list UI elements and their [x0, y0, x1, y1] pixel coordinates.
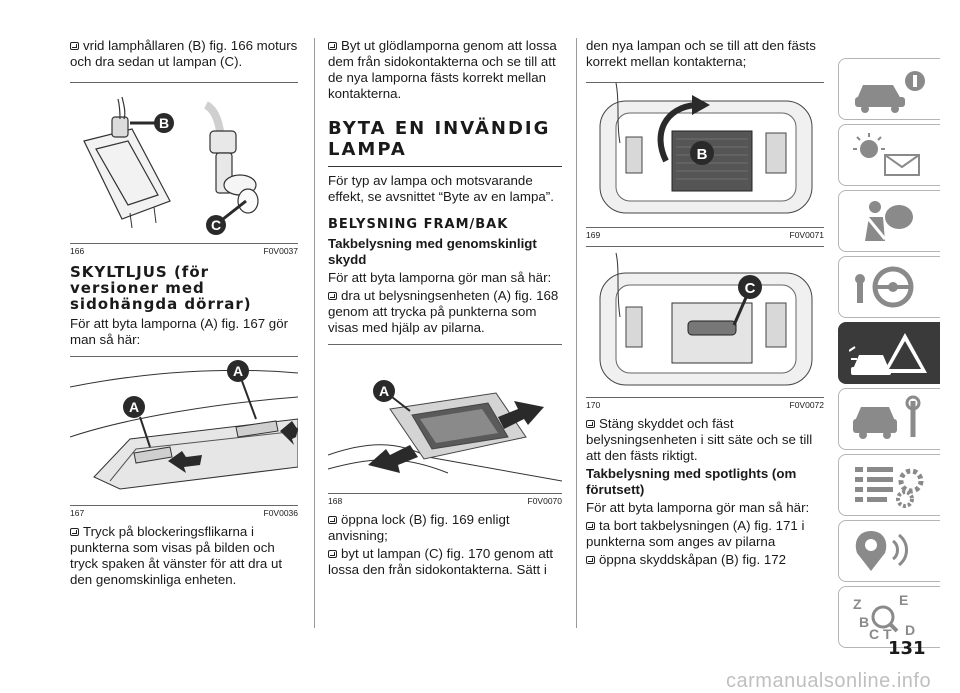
callout-c: C	[744, 280, 756, 297]
callout-b: B	[696, 146, 708, 163]
license-plate-lights-illustration	[70, 357, 298, 505]
figure-caption: 170 F0V0072	[586, 397, 824, 410]
emergency-icon	[849, 329, 929, 377]
checkbox-bullet-icon	[586, 420, 595, 428]
checkbox-bullet-icon	[328, 292, 337, 300]
svg-text:B: B	[859, 614, 870, 630]
paragraph: Tryck på blockeringsflikarna i punkterna som visas på bilden och tryck spaken åt vänster för att dra ut den genomskinliga enheten.	[70, 524, 283, 587]
figure-caption: 169 F0V0071	[586, 227, 824, 240]
tab-technical-data[interactable]	[838, 454, 940, 516]
replace-bulb-illustration	[586, 247, 824, 397]
column-divider	[314, 38, 315, 628]
lights-messages-icon	[849, 131, 929, 179]
car-info-icon	[849, 65, 929, 113]
checkbox-bullet-icon	[328, 516, 337, 524]
paragraph: För att byta lamporna (A) fig. 167 gör man så här:	[70, 316, 289, 347]
ceiling-light-illustration	[328, 345, 562, 493]
section-heading: BYTA EN INVÄNDIG LAMPA	[328, 118, 562, 167]
paragraph: För att byta lamporna gör man så här:	[328, 270, 552, 285]
svg-text:D: D	[905, 622, 916, 638]
driving-wheel-icon	[849, 263, 929, 311]
svg-text:T: T	[883, 626, 892, 641]
safety-airbag-icon	[849, 197, 929, 245]
multimedia-icon	[849, 527, 929, 575]
figure-167	[70, 356, 298, 505]
tab-driving[interactable]	[838, 256, 940, 318]
checkbox-bullet-icon	[586, 556, 595, 564]
column-3	[586, 38, 824, 570]
figure-caption: 166 F0V0037	[70, 243, 298, 256]
section-heading: SKYLTLJUS (för versioner med sidohängda dörrar)	[70, 263, 252, 313]
figure-170	[586, 246, 824, 397]
svg-text:C: C	[869, 626, 880, 641]
lamp-holder-illustration	[70, 83, 298, 243]
tab-safety[interactable]	[838, 190, 940, 252]
open-cover-illustration	[586, 83, 824, 227]
figure-caption: 168 F0V0070	[328, 493, 562, 506]
checkbox-bullet-icon	[70, 528, 79, 536]
paragraph: Byt ut glödlamporna genom att lossa dem från sidokontakterna och se till att de nya lamporna fästs korrekt mellan kontakterna.	[328, 38, 557, 101]
maintenance-icon	[849, 395, 929, 443]
column-2	[328, 38, 562, 580]
page-number: 131	[888, 638, 926, 659]
category-heading: BELYSNING FRAM/BAK	[328, 217, 509, 232]
figure-168	[328, 344, 562, 493]
tab-lights-messages[interactable]	[838, 124, 940, 186]
tab-maintenance[interactable]	[838, 388, 940, 450]
tab-emergency[interactable]	[838, 322, 940, 384]
technical-data-icon	[849, 461, 929, 509]
column-1	[70, 38, 298, 590]
paragraph: den nya lampan och se till att den fästs korrekt mellan kontakterna;	[586, 38, 816, 69]
column-divider	[576, 38, 577, 628]
subheading: Takbelysning med genomskinligt skydd	[328, 236, 537, 267]
paragraph: ta bort takbelysningen (A) fig. 171 i punkterna som anges av pilarna	[586, 518, 805, 549]
tab-multimedia[interactable]	[838, 520, 940, 582]
paragraph: För typ av lampa och motsvarande effekt, se avsnittet “Byte av en lampa”.	[328, 173, 554, 204]
paragraph: öppna skyddskåpan (B) fig. 172	[586, 552, 824, 568]
paragraph: byt ut lampan (C) fig. 170 genom att lossa den från sidokontakterna. Sätt i	[328, 546, 554, 577]
callout-a: A	[232, 363, 244, 379]
callout-c: C	[210, 217, 222, 233]
chapter-sidebar	[838, 58, 940, 652]
figure-169	[586, 82, 824, 227]
subheading: Takbelysning med spotlights (om förutsett)	[586, 466, 797, 497]
paragraph: För att byta lamporna gör man så här:	[586, 500, 810, 515]
checkbox-bullet-icon	[70, 42, 79, 50]
checkbox-bullet-icon	[328, 550, 337, 558]
paragraph: öppna lock (B) fig. 169 enligt anvisning;	[328, 512, 510, 543]
paragraph: dra ut belysningsenheten (A) fig. 168 genom att trycka på punkterna som visas med hjälp av pilarna.	[328, 288, 559, 335]
tab-car-info[interactable]	[838, 58, 940, 120]
callout-b: B	[158, 115, 170, 131]
paragraph: Stäng skyddet och fäst belysningsenheten i sitt säte och se till att den fästs riktigt.	[586, 416, 813, 463]
figure-caption: 167 F0V0036	[70, 505, 298, 518]
callout-a: A	[128, 399, 140, 415]
checkbox-bullet-icon	[586, 522, 595, 530]
checkbox-bullet-icon	[328, 42, 337, 50]
callout-a: A	[378, 383, 390, 399]
figure-166	[70, 82, 298, 243]
index-icon	[849, 593, 929, 641]
watermark: carmanualsonline.info	[726, 670, 932, 692]
paragraph: vrid lamphållaren (B) fig. 166 moturs och dra sedan ut lampan (C).	[70, 38, 298, 69]
svg-text:E: E	[899, 593, 909, 608]
svg-text:Z: Z	[853, 596, 862, 612]
